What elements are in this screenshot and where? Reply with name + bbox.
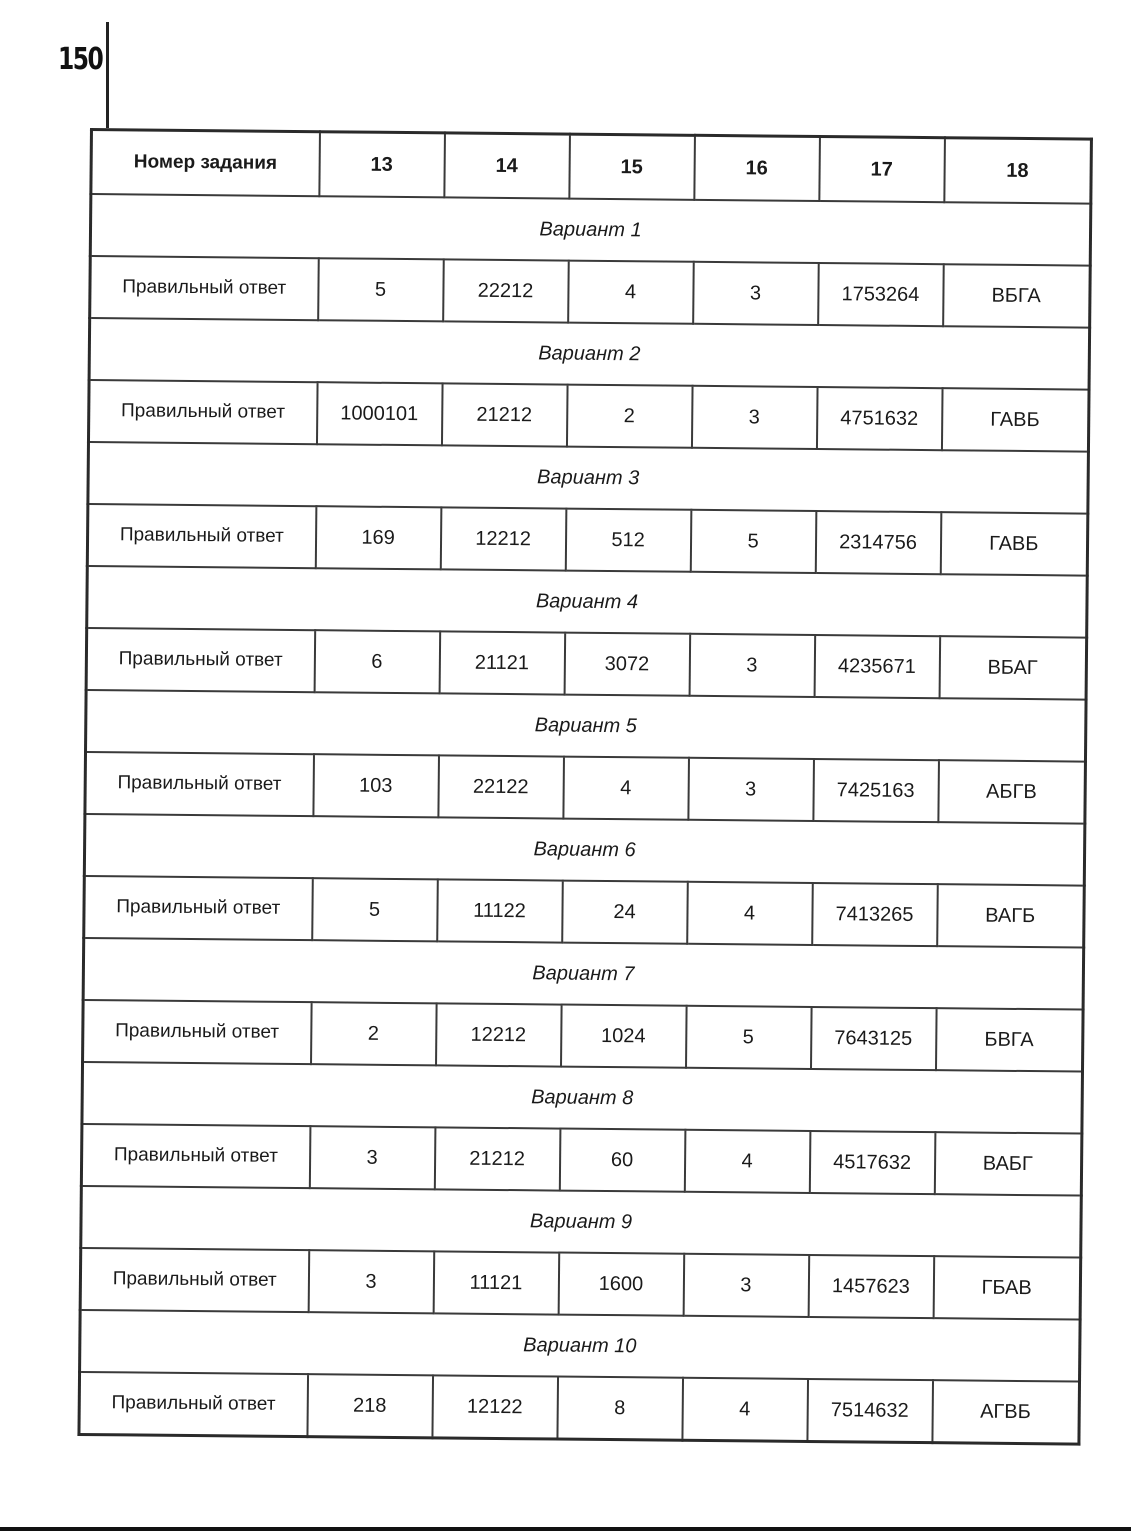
task-number: 14: [444, 133, 570, 199]
answer-cell: 169: [315, 506, 441, 569]
answer-cell: 3: [693, 262, 819, 325]
answer-cell: 4235671: [814, 635, 940, 698]
header-row: [91, 130, 1092, 204]
answer-row: [79, 1372, 1080, 1444]
answer-cell: 8: [557, 1377, 683, 1441]
task-number: 17: [819, 137, 945, 203]
row-label: Правильный ответ: [84, 876, 313, 940]
answer-cell: 12122: [432, 1375, 558, 1439]
answer-cell: 60: [559, 1129, 685, 1192]
variant-row: [90, 194, 1091, 266]
answer-cell: АБГВ: [938, 760, 1086, 823]
answer-cell: 3: [308, 1250, 434, 1313]
answer-cell: 103: [313, 754, 439, 817]
answer-cell: 1457623: [808, 1255, 934, 1318]
variant-row: [80, 1310, 1081, 1382]
row-label: Правильный ответ: [87, 504, 316, 568]
answer-row: [85, 752, 1086, 824]
answer-cell: БВГА: [935, 1008, 1083, 1071]
answer-cell: 22122: [438, 755, 564, 818]
variant-title: Вариант 8: [82, 1062, 1083, 1134]
answer-cell: ВБАГ: [939, 636, 1087, 699]
answer-cell: ГАВБ: [940, 512, 1088, 575]
answer-cell: ВАБГ: [934, 1132, 1082, 1195]
answer-cell: ГАВБ: [941, 388, 1089, 451]
variant-title: Вариант 5: [86, 690, 1087, 762]
answer-cell: 3: [309, 1126, 435, 1189]
answer-cell: 6: [314, 630, 440, 693]
answer-row: [86, 628, 1087, 700]
answer-cell: 21212: [441, 383, 567, 446]
variant-row: [86, 690, 1087, 762]
answer-cell: 4: [687, 882, 813, 945]
variant-row: [89, 318, 1090, 390]
task-number: 18: [944, 138, 1092, 204]
row-label: Правильный ответ: [85, 752, 314, 816]
row-label: Правильный ответ: [86, 628, 315, 692]
answer-cell: ВБГА: [943, 264, 1091, 327]
bottom-rule: [0, 1527, 1131, 1531]
answer-cell: 1753264: [818, 263, 944, 326]
answer-row: [90, 256, 1091, 328]
variant-title: Вариант 1: [90, 194, 1091, 266]
header-label: Номер задания: [91, 130, 320, 197]
answer-cell: 22212: [443, 259, 569, 322]
answer-cell: 21121: [439, 631, 565, 694]
answer-cell: 1600: [558, 1253, 684, 1316]
answer-cell: 7413265: [812, 883, 938, 946]
answers-table: [77, 128, 1093, 1446]
variant-row: [82, 1062, 1083, 1134]
page-number: 150: [58, 42, 103, 77]
variant-row: [87, 566, 1088, 638]
answer-cell: 12212: [436, 1003, 562, 1066]
answer-cell: 5: [318, 258, 444, 321]
task-number: 13: [319, 132, 445, 198]
variant-title: Вариант 3: [88, 442, 1089, 514]
row-label: Правильный ответ: [79, 1372, 308, 1437]
answer-cell: 4751632: [816, 387, 942, 450]
answer-cell: 5: [312, 878, 438, 941]
answer-cell: 5: [686, 1006, 812, 1069]
answer-cell: 5: [690, 510, 816, 573]
variant-title: Вариант 2: [89, 318, 1090, 390]
variant-title: Вариант 4: [87, 566, 1088, 638]
row-label: Правильный ответ: [83, 1000, 312, 1064]
answer-cell: 7514632: [807, 1379, 933, 1443]
variant-row: [81, 1186, 1082, 1258]
answer-cell: 7643125: [811, 1007, 937, 1070]
table-body: [79, 194, 1091, 1444]
variant-row: [84, 814, 1085, 886]
answer-cell: 3072: [564, 633, 690, 696]
answer-row: [83, 1000, 1084, 1072]
variant-row: [88, 442, 1089, 514]
answer-cell: 3: [691, 386, 817, 449]
answer-cell: 2: [566, 385, 692, 448]
variant-title: Вариант 6: [84, 814, 1085, 886]
answer-cell: 512: [565, 509, 691, 572]
variant-row: [83, 938, 1084, 1010]
answer-cell: 4: [568, 261, 694, 324]
row-label: Правильный ответ: [80, 1248, 309, 1312]
answer-cell: 21212: [434, 1127, 560, 1190]
answer-cell: 7425163: [813, 759, 939, 822]
answer-row: [87, 504, 1088, 576]
answer-row: [84, 876, 1085, 948]
answer-cell: ВАГБ: [937, 884, 1085, 947]
task-number: 15: [569, 134, 695, 200]
answers-table-container: [77, 128, 1092, 1446]
answer-cell: 1000101: [316, 382, 442, 445]
answer-cell: ГБАВ: [933, 1256, 1081, 1319]
answer-row: [81, 1124, 1082, 1196]
row-label: Правильный ответ: [88, 380, 317, 444]
answer-cell: 4: [563, 757, 689, 820]
answer-cell: 3: [689, 634, 815, 697]
margin-rule: [106, 22, 109, 128]
answer-cell: 3: [688, 758, 814, 821]
variant-title: Вариант 9: [81, 1186, 1082, 1258]
answer-row: [88, 380, 1089, 452]
answer-cell: 11121: [433, 1251, 559, 1314]
answer-cell: АГВБ: [932, 1380, 1080, 1444]
answer-cell: 1024: [561, 1005, 687, 1068]
answer-cell: 3: [683, 1254, 809, 1317]
variant-title: Вариант 10: [80, 1310, 1081, 1382]
answer-cell: 24: [562, 881, 688, 944]
row-label: Правильный ответ: [90, 256, 319, 320]
answer-row: [80, 1248, 1081, 1320]
variant-title: Вариант 7: [83, 938, 1084, 1010]
answer-cell: 4: [682, 1378, 808, 1442]
answer-cell: 4: [684, 1130, 810, 1193]
answer-cell: 12212: [440, 507, 566, 570]
answer-cell: 218: [307, 1374, 433, 1438]
row-label: Правильный ответ: [81, 1124, 310, 1188]
answer-cell: 2: [311, 1002, 437, 1065]
task-number: 16: [694, 135, 820, 201]
answer-cell: 4517632: [809, 1131, 935, 1194]
answer-cell: 11122: [437, 879, 563, 942]
answer-cell: 2314756: [815, 511, 941, 574]
